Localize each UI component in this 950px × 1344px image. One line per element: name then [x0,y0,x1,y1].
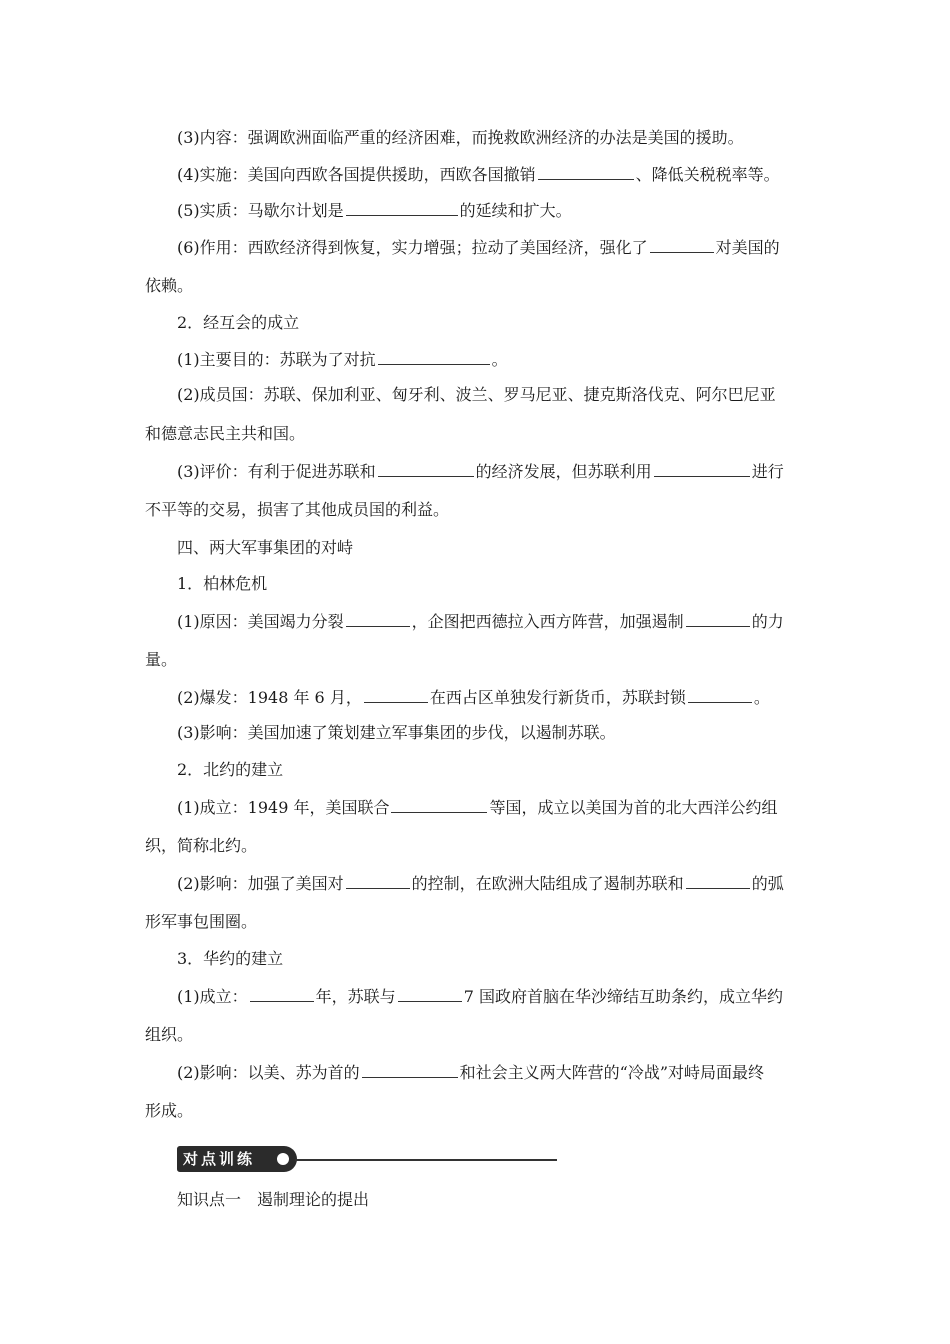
text: 的力 [751,612,784,631]
text: 形军事包围圈。 [145,912,258,931]
text: (2)成员国：苏联、保加利亚、匈牙利、波兰、罗马尼亚、捷克斯洛伐克、阿尔巴尼亚 [177,385,776,404]
text-line [177,128,744,148]
section-divider [295,1159,557,1161]
text-line [177,611,784,632]
text-line [177,349,508,370]
text-line [177,873,784,894]
fill-blank[interactable] [362,1062,458,1078]
text-line [145,836,257,856]
text: (1)成立：1949 年，美国联合 [177,798,390,817]
text: 和德意志民主共和国。 [145,424,306,443]
fill-blank[interactable] [688,687,752,703]
text: (3)内容：强调欧洲面临严重的经济困难，而挽救欧洲经济的办法是美国的援助。 [177,128,744,147]
heading-section-4 [177,538,353,558]
text-line [177,986,783,1007]
fill-blank[interactable] [538,164,634,180]
text: ，企图把西德拉入西方阵营，加强遏制 [411,612,684,631]
fill-blank[interactable] [346,873,410,889]
text: 的弧 [751,874,784,893]
bullet-dot-icon [277,1153,289,1165]
text: 知识点一 遏制理论的提出 [177,1190,370,1209]
fill-blank[interactable] [378,349,490,365]
fill-blank[interactable] [378,461,474,477]
text: (1)主要目的：苏联为了对抗 [177,350,376,369]
text: 。 [753,688,770,707]
text: 在西占区单独发行新货币，苏联封锁 [429,688,686,707]
text: (5)实质：马歇尔计划是 [177,201,344,220]
text: 的控制，在欧洲大陆组成了遏制苏联和 [411,874,684,893]
fill-blank[interactable] [346,611,410,627]
text: 2．经互会的成立 [177,313,300,332]
text: (2)影响：以美、苏为首的 [177,1063,360,1082]
text: 。 [491,350,508,369]
text: 2．北约的建立 [177,760,284,779]
text: 和社会主义两大阵营的“冷战”对峙局面最终 [459,1063,765,1082]
fill-blank[interactable] [364,687,428,703]
text: 四、两大军事集团的对峙 [177,538,354,557]
text: 年，苏联与 [315,987,396,1006]
text-line [145,650,177,670]
text: 对美国的 [715,238,780,257]
text-line [177,797,778,818]
section-header-practice [177,1146,557,1172]
text-line [177,1062,764,1083]
text: 进行 [751,462,784,481]
text-line [145,1101,193,1121]
text: 3．华约的建立 [177,949,284,968]
text: 等国，成立以美国为首的北大西洋公约组 [489,798,778,817]
text-line [177,164,780,185]
text: (1)原因：美国竭力分裂 [177,612,344,631]
text: (3)影响：美国加速了策划建立军事集团的步伐，以遏制苏联。 [177,723,616,742]
text: 组织。 [145,1025,194,1044]
heading-1 [177,574,267,594]
text-line [177,200,572,221]
text: 7 国政府首脑在华沙缔结互助条约，成立华约 [463,987,783,1006]
text-line [145,1025,193,1045]
text: 依赖。 [145,276,194,295]
fill-blank[interactable] [654,461,750,477]
text: (2)爆发：1948 年 6 月， [177,688,362,707]
text-line [145,276,193,296]
fill-blank[interactable] [650,237,714,253]
text-line [177,385,776,405]
text: 1．柏林危机 [177,574,268,593]
text: (6)作用：西欧经济得到恢复，实力增强；拉动了美国经济，强化了 [177,238,648,257]
text: (3)评价：有利于促进苏联和 [177,462,376,481]
text-line [177,461,784,482]
text-line [145,500,449,520]
text: 、降低关税税率等。 [635,165,780,184]
text: (2)影响：加强了美国对 [177,874,344,893]
text-line [177,723,616,743]
heading-2 [177,760,283,780]
fill-blank[interactable] [346,200,458,216]
text-line [145,912,257,932]
section-badge-label: 对点训练 [183,1150,256,1168]
fill-blank[interactable] [398,986,462,1002]
fill-blank[interactable] [391,797,487,813]
text: 织，简称北约。 [145,836,258,855]
text: 形成。 [145,1101,194,1120]
text: 量。 [145,650,178,669]
fill-blank[interactable] [686,611,750,627]
fill-blank[interactable] [686,873,750,889]
text-line [177,237,780,258]
text: 的延续和扩大。 [459,201,572,220]
knowledge-point-heading [177,1190,369,1210]
text: 不平等的交易，损害了其他成员国的利益。 [145,500,450,519]
fill-blank[interactable] [250,986,314,1002]
heading-3 [177,949,283,969]
text-line [177,687,770,708]
text: 的经济发展，但苏联利用 [475,462,652,481]
text: (4)实施：美国向西欧各国提供援助，西欧各国撤销 [177,165,536,184]
text-line [145,424,305,444]
heading-2 [177,313,299,333]
text: (1)成立： [177,987,248,1006]
